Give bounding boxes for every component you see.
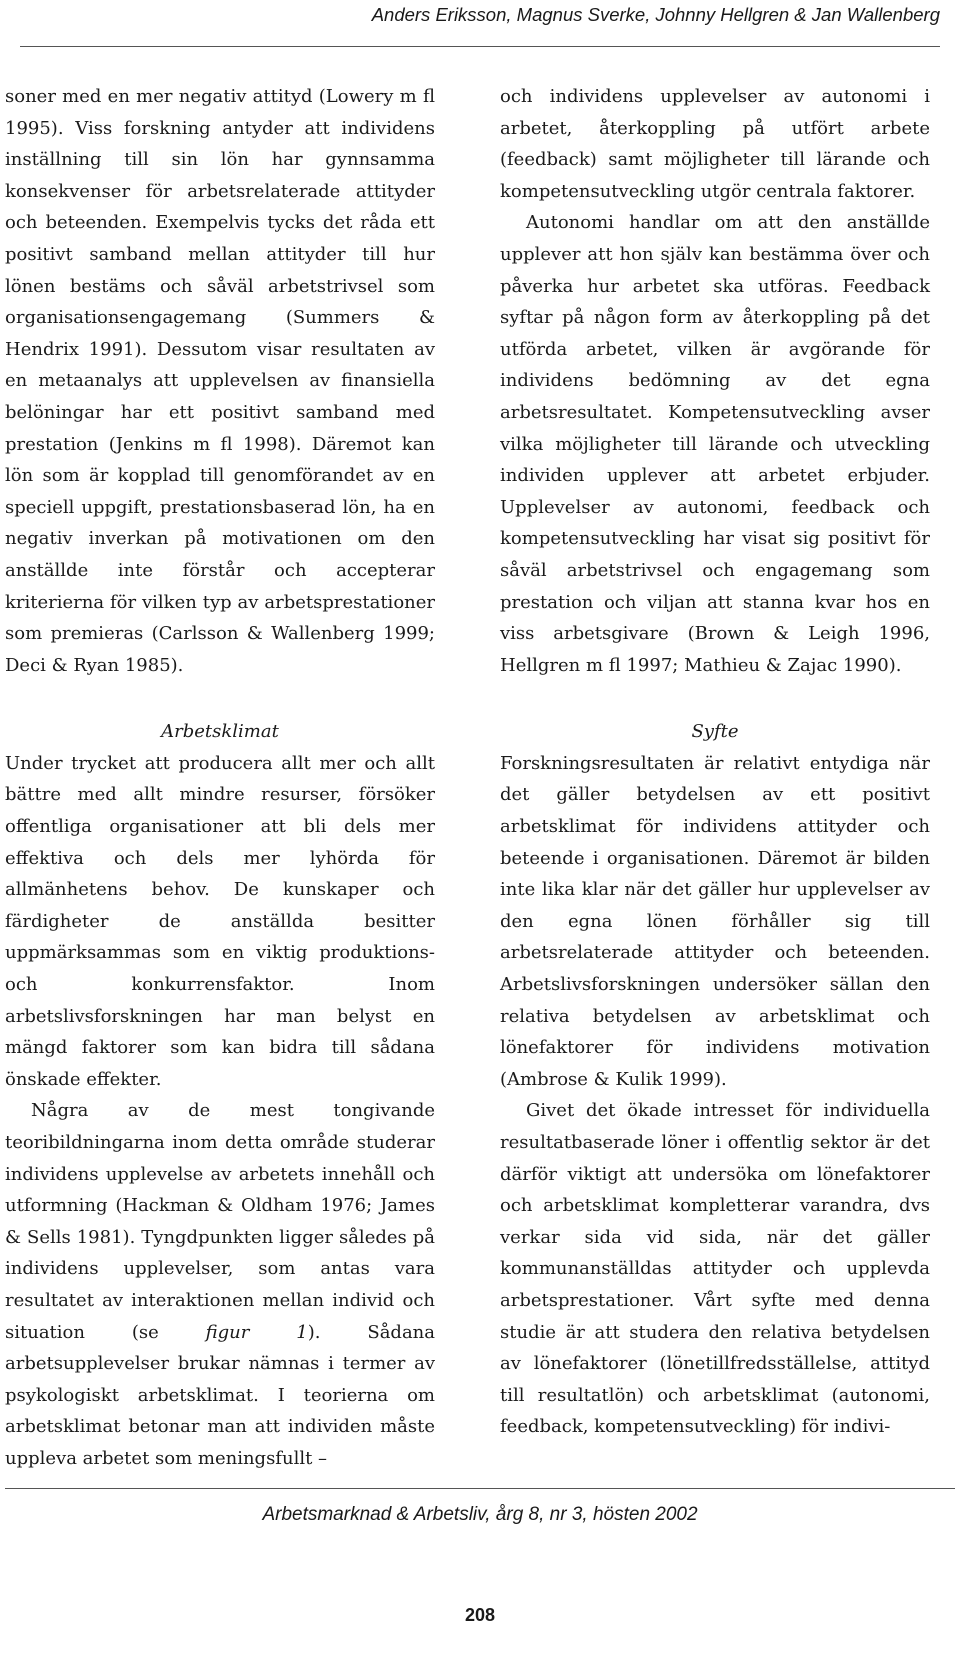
section-spacer: [500, 681, 930, 716]
section-spacer: [5, 681, 435, 716]
page-number: 208: [464, 1605, 496, 1625]
left-paragraph-2: Under trycket att producera allt mer och allt bättre med allt mindre resurser, försöker offentliga organisationer att bli dels mer effektiva och dels mer lyhörda för allmänhetens behov. De kunskaper och färdigheter de anställda besitter uppmärksammas som en viktig produktions- och konkurrensfaktor. Inom arbetslivsforskningen har man belyst en mängd faktorer som kan bidra till sådana önskade effekter.: [5, 752, 435, 1090]
left-paragraph-3: [5, 1095, 435, 1474]
left-column: [5, 81, 435, 1475]
right-column: [500, 81, 930, 1443]
right-paragraph-2: Autonomi handlar om att den anställde upplever att hon själv kan bestämma över och påverka hur arbetet ska utföras. Feedback syftar på någon form av återkoppling på det utförda arbetet, vilken är avgörande för individens bedömning av det egna arbetsresultatet. Kompetensutveckling avser vilka möjligheter till lärande och utveckling individen upplever att arbetet erbjuder. Upplevelser av autonomi, feedback och kompetensutveckling har visat sig positivt för såväl arbetstrivsel och engagemang som prestation och viljan att stanna kvar hos en viss arbetsgivare (Brown & Leigh 1996, Hellgren m fl 1997; Mathieu & Zajac 1990).: [500, 212, 930, 676]
header-authors: Anders Eriksson, Magnus Sverke, Johnny Hellgren & Jan Wallenberg: [371, 4, 940, 25]
left-paragraph-1: soner med en mer negativ attityd (Lowery m fl 1995). Viss forskning antyder att individens inställning till sin lön har gynnsamma konsekvenser för arbetsrelaterade attityder och beteenden. Exempelvis tycks det råda ett positivt samband mellan attityder till hur lönen bestäms och såväl arbetstrivsel som organisationsengagemang (Summers & Hendrix 1991). Dessutom visar resultaten av en metaanalys att upplevelsen av finansiella belöningar har ett positivt samband med prestation (Jenkins m fl 1998). Däremot kan lön som är kopplad till genomförandet av en speciell uppgift, prestationsbaserad lön, ha en negativ inverkan på motivationen om den anställde inte förstår och accepterar kriterierna för vilken typ av arbetsprestationer som premieras (Carlsson & Wallenberg 1999; Deci & Ryan 1985).: [5, 86, 435, 676]
journal-reference: Arbetsmarknad & Arbetsliv, årg 8, nr 3, hösten 2002: [262, 1504, 698, 1525]
footer-divider: [5, 1488, 955, 1489]
right-paragraph-4: Givet det ökade intresset för individuella resultatbaserade löner i offentlig sektor är det därför viktigt att undersöka om lönefaktorer och arbetsklimat kompletterar varandra, dvs verkar sida vid sida, när det gäller kommunanställdas attityder och upplevda arbetsprestationer. Vårt syfte med denna studie är att studera den relativa betydelsen av lönefaktorer (lönetillfredsställelse, attityd till resultatlön) och arbetsklimat (autonomi, feedback, kompetensutveckling) för indivi-: [500, 1100, 930, 1438]
figure-reference: figur 1: [205, 1321, 308, 1343]
right-paragraph-3: Forskningsresultaten är relativt entydiga när det gäller betydelsen av ett positivt arbetsklimat för individens attityder och beteende i organisationen. Däremot är bilden inte lika klar när det gäller hur upplevelser av den egna lönen förhåller sig till arbetsrelaterade attityder och beteenden. Arbetslivsforskningen undersöker sällan den relativa betydelsen av arbetsklimat och lönefaktorer för individens motivation (Ambrose & Kulik 1999).: [500, 752, 930, 1090]
left-paragraph-3-part-1: Några av de mest tongivande teoribildningarna inom detta område studerar individens upplevelse av arbetets innehåll och utformning (Hackman & Oldham 1976; James & Sells 1981). Tyngdpunkten ligger således på individens upplevelser, som antas vara resultatet av interaktionen mellan individ och situation (se: [5, 1100, 435, 1343]
right-paragraph-1: och individens upplevelser av autonomi i arbetet, återkoppling på utfört arbete (feedback) samt möjligheter till lärande och kompetensutveckling utgör centrala faktorer.: [500, 86, 930, 202]
running-header: [20, 0, 940, 47]
section-heading-syfte: Syfte: [691, 721, 739, 743]
section-heading-arbetsklimat: Arbetsklimat: [161, 721, 279, 743]
left-paragraph-3-part-2: ). Sådana arbetsupplevelser brukar nämnas i termer av psykologiskt arbetsklimat. I teorierna om arbetsklimat betonar man att individen måste uppleva arbetet som meningsfullt –: [5, 1321, 436, 1469]
